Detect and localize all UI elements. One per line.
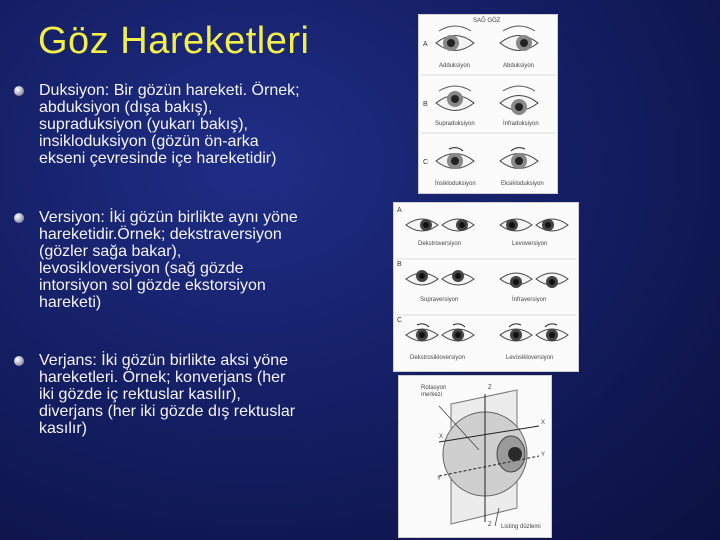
bullet-line: Duksiyon: Bir gözün hareketi. Örnek;	[39, 82, 300, 99]
eye-pair-icon	[406, 270, 568, 288]
bullet-line: intorsiyon sol gözde ekstorsiyon	[39, 277, 266, 294]
eye-icon	[500, 26, 538, 51]
bullet-line: supraduksiyon (yukarı bakış),	[39, 116, 248, 133]
bullet-line: abduksiyon (dışa bakış),	[39, 99, 213, 116]
row-tag: C	[397, 317, 403, 324]
axis-label: Y	[541, 452, 546, 458]
figure-header: SAĞ GÖZ	[473, 18, 501, 24]
bullet-line: insikloduksiyon (gözün ön-arka	[39, 133, 259, 150]
eye-caption: Supraduksiyon	[435, 121, 475, 127]
bullet-line: kasılır)	[39, 420, 87, 437]
axis-label: Z	[488, 522, 492, 528]
eye-icon	[500, 148, 538, 169]
bullet-line: hareketi)	[39, 294, 102, 311]
bullet-line: Versiyon: İki gözün birlikte aynı yöne	[39, 209, 298, 226]
eye-caption: Levoversiyon	[512, 241, 548, 247]
eye-icon	[436, 26, 474, 51]
eye-caption: Supraversiyon	[420, 297, 459, 303]
axis-label: X	[541, 420, 546, 426]
row-tag: A	[423, 41, 428, 48]
eye-caption: İnfraversiyon	[512, 297, 547, 303]
eye-caption: Dekstroversiyon	[418, 241, 462, 247]
eye-pair-icon	[406, 219, 568, 231]
eye-caption: Levosikloversiyon	[506, 355, 554, 361]
version-eyes-drawing	[394, 203, 578, 371]
eye-caption: Abduksiyon	[503, 63, 535, 69]
bullet-line: levosikloversiyon (sağ gözde	[39, 260, 244, 277]
axis-label: Z	[488, 385, 492, 391]
bullet-duksiyon	[20, 82, 370, 167]
slide-title: Göz Hareketleri	[38, 20, 310, 62]
eye-icon	[436, 86, 474, 111]
axis-label: Y	[437, 476, 442, 482]
row-tag: A	[397, 207, 402, 214]
eye-caption: Dekstrosikloversiyon	[410, 355, 466, 361]
eyeball-axes-drawing	[399, 376, 551, 537]
bullet-line: (gözler sağa bakar),	[39, 243, 182, 260]
row-tag: B	[397, 261, 402, 268]
bullet-dot-icon	[14, 356, 24, 366]
axis-label: X	[439, 434, 444, 440]
axis-label: Listing düzlemi	[501, 524, 541, 530]
eye-caption: İnsikloduksiyon	[435, 181, 476, 187]
bullet-line: diverjans (her iki gözde dış rektuslar	[39, 403, 296, 420]
bullet-line: Verjans: İki gözün birlikte aksi yöne	[39, 352, 289, 369]
eye-icon	[500, 86, 538, 115]
eye-caption: İnfraduksiyon	[503, 121, 539, 127]
row-tag: B	[423, 101, 428, 108]
eye-icon	[436, 148, 474, 169]
version-figure	[393, 202, 579, 372]
row-tag: C	[423, 159, 429, 166]
duction-eyes-drawing	[419, 15, 557, 193]
bullet-line: iki gözde iç rektuslar kasılır),	[39, 386, 241, 403]
bullet-line: hareketidir.Örnek; dekstraversiyon	[39, 226, 282, 243]
eye-caption: Eksikloduksiyon	[501, 181, 544, 187]
bullet-line: ekseni çevresinde içe hareketidir)	[39, 150, 277, 167]
bullet-verjans	[20, 352, 370, 437]
bullet-dot-icon	[14, 86, 24, 96]
eyeball-axes-figure	[398, 375, 552, 538]
eye-pair-icon	[406, 324, 568, 341]
bullet-dot-icon	[14, 213, 24, 223]
axis-label: Rotasyon merkezi	[421, 385, 447, 398]
eye-caption: Adduksiyon	[439, 63, 471, 69]
duction-figure	[418, 14, 558, 194]
bullet-line: hareketleri. Örnek; konverjans (her	[39, 369, 286, 386]
bullet-versiyon	[20, 209, 370, 311]
